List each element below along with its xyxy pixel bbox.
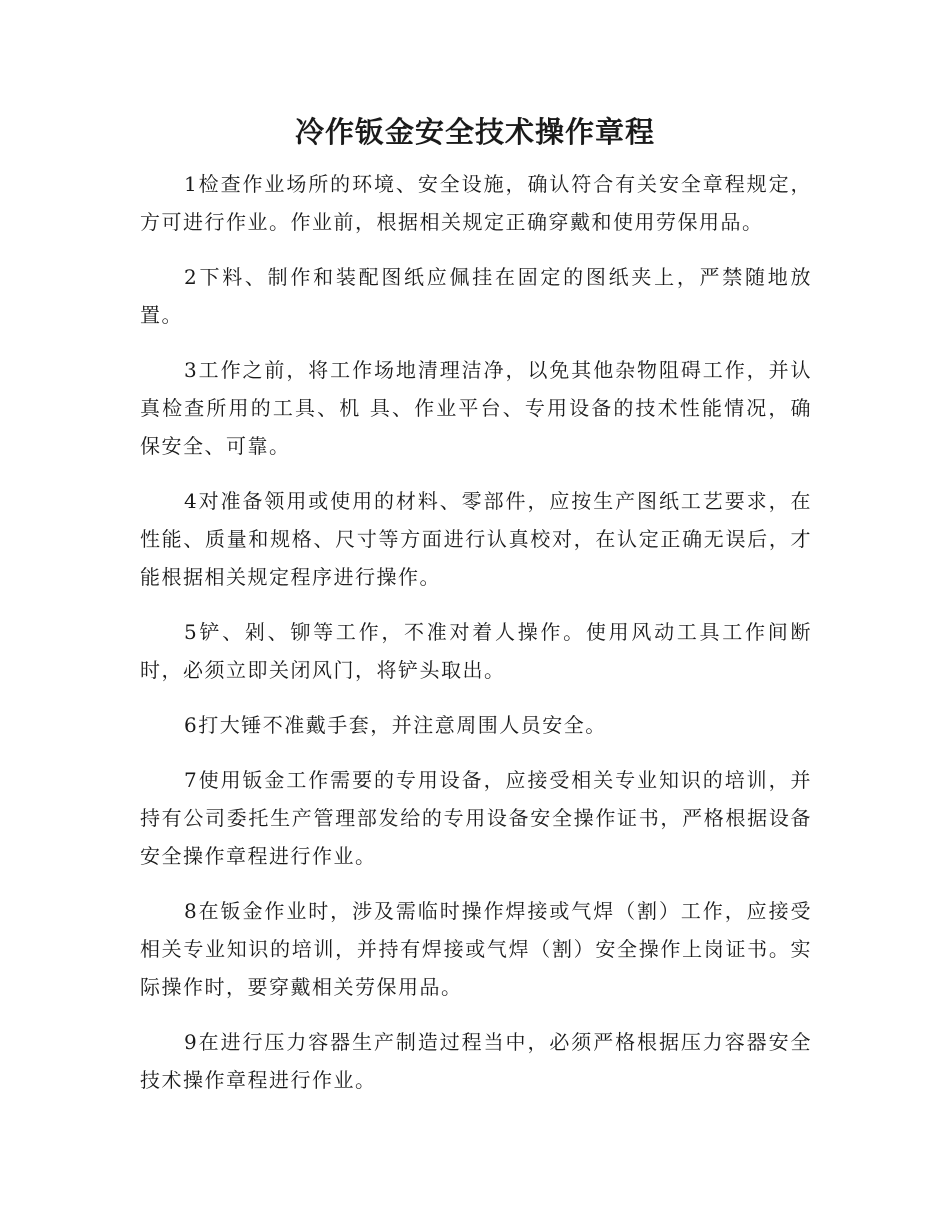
document-title: 冷作钣金安全技术操作章程 [294,115,655,149]
paragraph-7: 7使用钣金工作需要的专用设备，应接受相关专业知识的培训，并持有公司委托生产管理部发给的专用设备安全操作证书，严格根据设备安全操作章程进行作业。 [140,768,812,868]
paragraph-8: 8在钣金作业时，涉及需临时操作焊接或气焊（割）工作，应接受相关专业知识的培训，并持有焊接或气焊（割）安全操作上岗证书。实际操作时，要穿戴相关劳保用品。 [140,899,812,999]
paragraph-2: 2下料、制作和装配图纸应佩挂在固定的图纸夹上，严禁随地放置。 [140,265,812,327]
paragraph-3: 3工作之前，将工作场地清理洁净，以免其他杂物阻碍工作，并认真检查所用的工具、机 具、作业平台、专用设备的技术性能情况，确保安全、可靠。 [140,358,812,458]
paragraph-5: 5铲、剁、铆等工作，不准对着人操作。使用风动工具工作间断时，必须立即关闭风门，将铲头取出。 [140,620,812,682]
document-body [140,165,812,1116]
paragraph-1: 1检查作业场所的环境、安全设施，确认符合有关安全章程规定，方可进行作业。作业前，根据相关规定正确穿戴和使用劳保用品。 [140,172,812,234]
paragraph-9: 9在进行压力容器生产制造过程当中，必须严格根据压力容器安全技术操作章程进行作业。 [140,1030,812,1092]
paragraph-4: 4对准备领用或使用的材料、零部件，应按生产图纸工艺要求，在性能、质量和规格、尺寸等方面进行认真校对，在认定正确无误后，才能根据相关规定程序进行操作。 [140,489,812,589]
paragraph-6: 6打大锤不准戴手套，并注意周围人员安全。 [184,713,607,737]
